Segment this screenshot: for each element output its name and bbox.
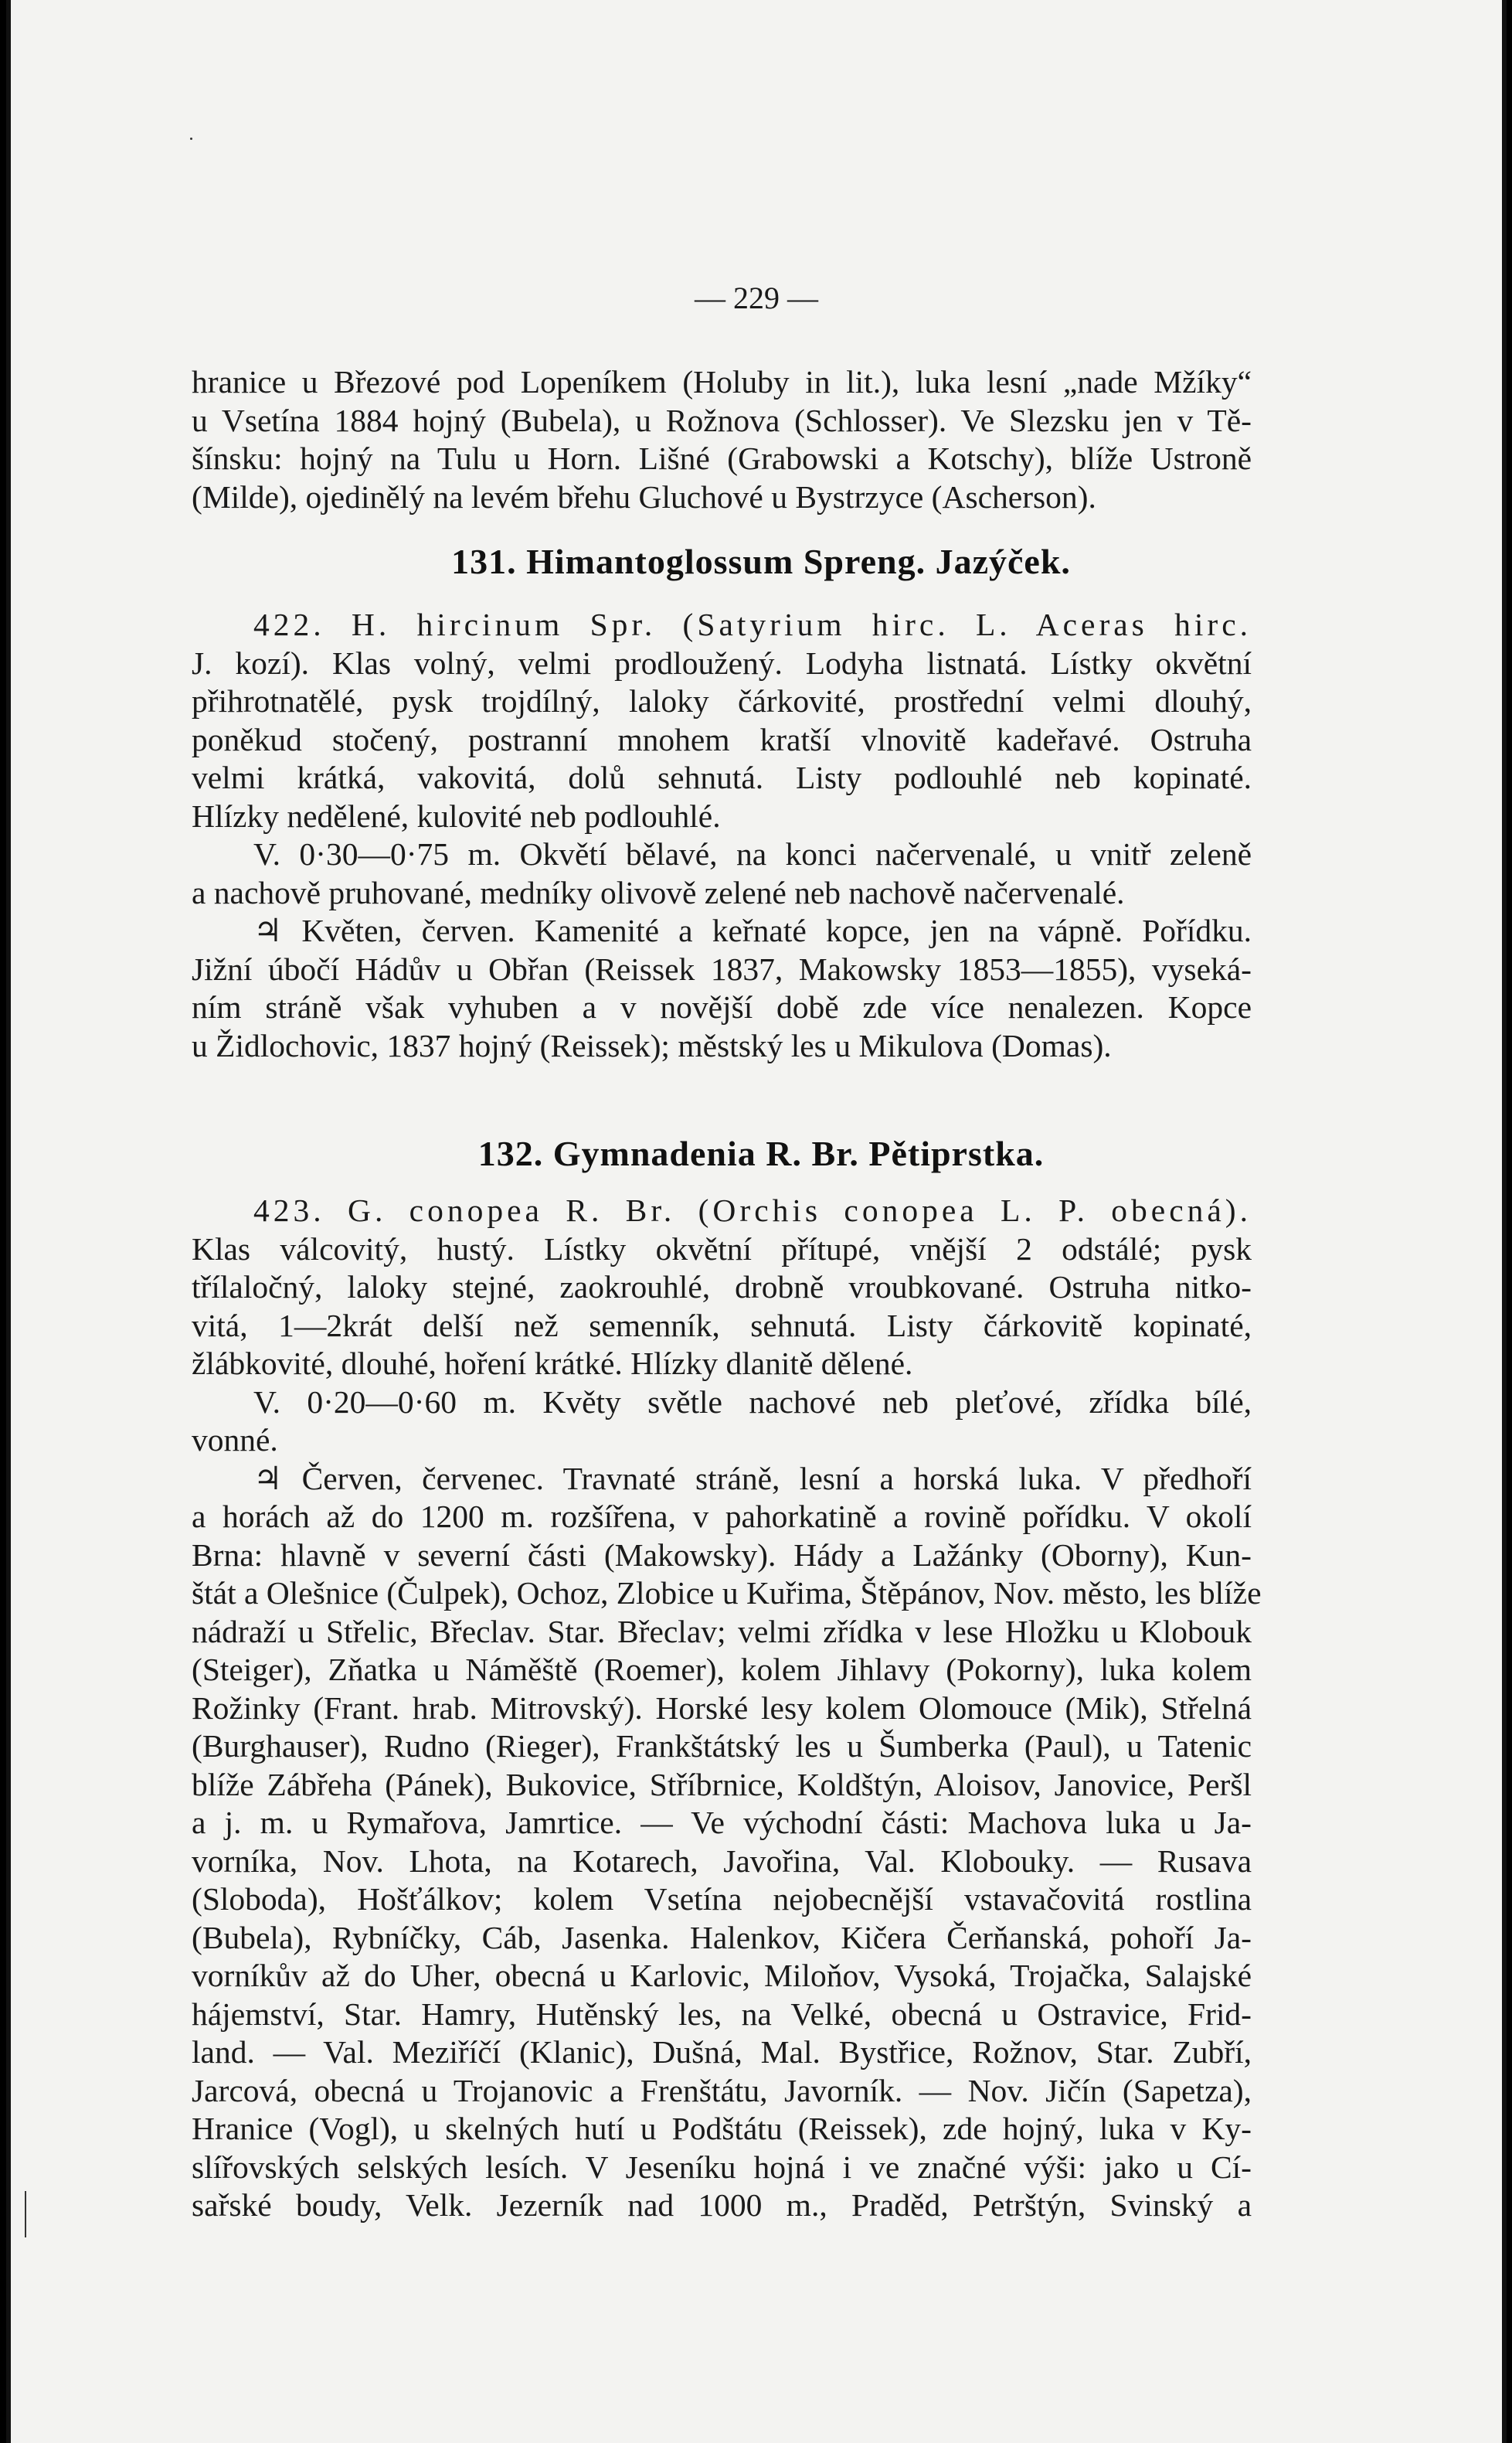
text-line: vonné.: [192, 1422, 278, 1458]
text-line: Hlízky nedělené, kulovité neb podlouhlé.: [192, 798, 721, 834]
species-423-description: [192, 1192, 1262, 2225]
text-line: šínsku: hojný na Tulu u Horn. Lišné (Grabowski a Kotschy), blíže Ustroně: [192, 441, 1252, 476]
text-line: (Steiger), Zňatka u Náměště (Roemer), kolem Jihlavy (Pokorny), luka kolem: [192, 1652, 1252, 1687]
text-line: u Židlochovic, 1837 hojný (Reissek); městský les u Mikulova (Domas).: [192, 1027, 1112, 1063]
page-number: — 229 —: [695, 281, 818, 315]
text-line: (Milde), ojedinělý na levém břehu Gluchové u Bystrzyce (Ascherson).: [192, 478, 1096, 515]
text-line: a nachově pruhované, medníky olivově zelené neb nachově načervenalé.: [192, 874, 1125, 910]
text-line: ♃ Květen, červen. Kamenité a keřnaté kopce, jen na vápně. Pořídku.: [253, 913, 1252, 948]
text-line: nádraží u Střelic, Břeclav. Star. Břeclav; velmi zřídka v lese Hložku u Klobouk: [192, 1613, 1252, 1649]
text-line: a j. m. u Rymařova, Jamrtice. — Ve východní části: Machova luka u Ja-: [192, 1805, 1252, 1840]
text-line: Brna: hlavně v severní části (Makowsky). Hády a Lažánky (Oborny), Kun-: [192, 1536, 1252, 1573]
intro-paragraph: [192, 363, 1252, 516]
text-line: V. 0·30—0·75 m. Okvětí bělavé, na konci načervenalé, u vnitř zeleně: [253, 836, 1252, 872]
text-line: sařské boudy, Velk. Jezerník nad 1000 m., Praděd, Petrštýn, Svinský a: [192, 2187, 1252, 2223]
text-line: vorníkův až do Uher, obecná u Karlovic, Miloňov, Vysoká, Trojačka, Salajské: [192, 1958, 1252, 1993]
text-line: hájemství, Star. Hamry, Hutěnský les, na Velké, obecná u Ostravice, Frid-: [192, 1996, 1252, 2032]
text-line: (Bubela), Rybníčky, Cáb, Jasenka. Halenkov, Kičera Čerňanská, pohoří Ja-: [192, 1919, 1252, 1955]
text-line: Rožinky (Frant. hrab. Mitrovský). Horské lesy kolem Olomouce (Mik), Střelná: [192, 1689, 1252, 1726]
paper-speck: [190, 138, 192, 140]
text-line: (Burghauser), Rudno (Rieger), Frankštátský les u Šumberka (Paul), u Tatenic: [192, 1728, 1252, 1764]
text-line: třílaločný, laloky stejné, zaokrouhlé, drobně vroubkované. Ostruha nitko-: [192, 1269, 1252, 1305]
text-line: štát a Olešnice (Čulpek), Ochoz, Zlobice u Kuřima, Štěpánov, Nov. město, les blíže: [192, 1575, 1262, 1611]
text-line: poněkud stočený, postranní mnohem kratší vlnovitě kadeřavé. Ostruha: [192, 721, 1252, 757]
text-line: a horách až do 1200 m. rozšířena, v pahorkatině a rovině pořídku. V okolí: [192, 1499, 1252, 1534]
species-422-description: [192, 606, 1252, 1065]
text-line: vorníka, Nov. Lhota, na Kotarech, Javořina, Val. Klobouky. — Rusava: [192, 1842, 1252, 1879]
paper-edge-mark: [25, 2191, 26, 2237]
species-title-line: 423. G. conopea R. Br. (Orchis conopea L. P. obecná).: [253, 1193, 1252, 1228]
text-line: hranice u Březové pod Lopeníkem (Holuby in lit.), luka lesní „nade Mžíky“: [192, 364, 1252, 400]
book-page: [6, 0, 1507, 2443]
section-heading-131: 131. Himantoglossum Spreng. Jazýček.: [451, 542, 1071, 581]
text-line: Klas válcovitý, hustý. Lístky okvětní přítupé, vnější 2 odstálé; pysk: [192, 1230, 1252, 1267]
section-heading-132: 132. Gymnadenia R. Br. Pětiprstka.: [477, 1134, 1045, 1173]
text-line: vitá, 1—2krát delší než semenník, sehnutá. Listy čárkovitě kopinaté,: [192, 1307, 1252, 1343]
text-line: přihrotnatělé, pysk trojdílný, laloky čárkovité, prostřední velmi dlouhý,: [192, 683, 1252, 719]
text-line: ním stráně však vyhuben a v novější době zde více nenalezen. Kopce: [192, 989, 1252, 1025]
text-line: slířovských selských lesích. V Jeseníku hojná i ve značné výši: jako u Cí-: [192, 2149, 1252, 2185]
text-line: blíže Zábřeha (Pánek), Bukovice, Stříbrnice, Koldštýn, Aloisov, Janovice, Peršl: [192, 1766, 1252, 1802]
text-line: J. kozí). Klas volný, velmi prodloužený. Lodyha listnatá. Lístky okvětní: [192, 645, 1252, 681]
text-line: land. — Val. Meziříčí (Klanic), Dušná, Mal. Bystřice, Rožnov, Star. Zubří,: [192, 2034, 1252, 2070]
text-line: Jarcová, obecná u Trojanovic a Frenštátu, Javorník. — Nov. Jičín (Sapetza),: [192, 2072, 1252, 2108]
text-line: (Sloboda), Hošťálkov; kolem Vsetína nejobecnější vstavačovitá rostlina: [192, 1881, 1252, 1917]
species-title-line: 422. H. hircinum Spr. (Satyrium hirc. L. Aceras hirc.: [253, 607, 1252, 642]
text-line: žlábkovité, dlouhé, hoření krátké. Hlízky dlanitě dělené.: [192, 1346, 913, 1381]
text-line: Jižní úbočí Hádův u Obřan (Reissek 1837, Makowsky 1853—1855), vyseká-: [192, 951, 1252, 987]
text-line: V. 0·20—0·60 m. Květy světle nachové neb pleťové, zřídka bílé,: [253, 1383, 1252, 1420]
text-line: ♃ Červen, červenec. Travnaté stráně, lesní a horská luka. V předhoří: [253, 1460, 1252, 1496]
text-line: u Vsetína 1884 hojný (Bubela), u Rožnova (Schlosser). Ve Slezsku jen v Tě-: [192, 402, 1252, 438]
text-line: Hranice (Vogl), u skelných hutí u Podštátu (Reissek), zde hojný, luka v Ky-: [192, 2111, 1252, 2146]
text-line: velmi krátká, vakovitá, dolů sehnutá. Listy podlouhlé neb kopinaté.: [192, 760, 1252, 795]
